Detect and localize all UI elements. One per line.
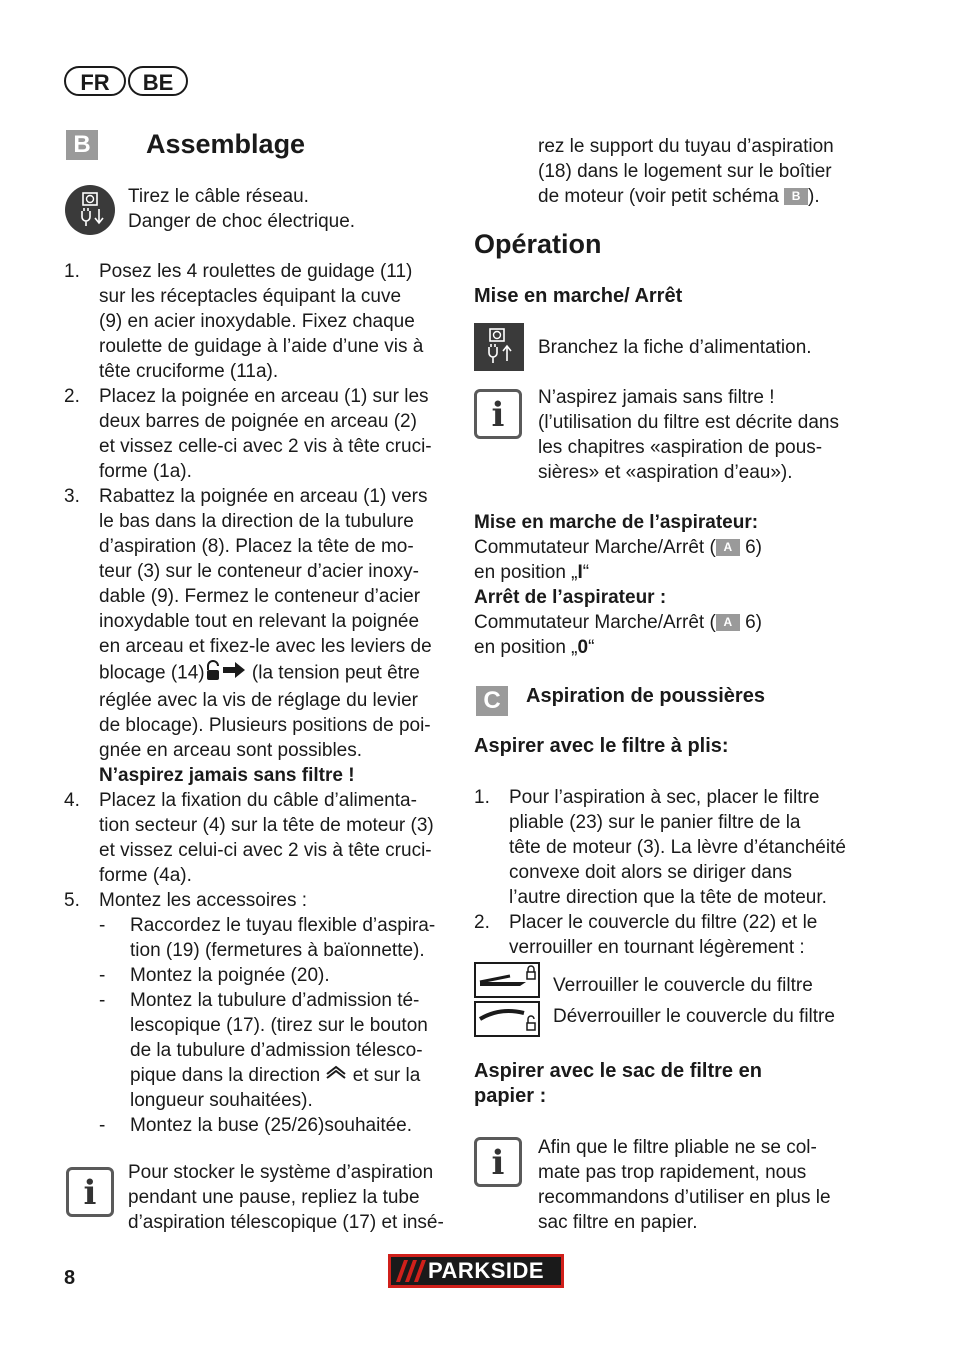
sub-list-item: - Montez la tubulure d’admission té- lescopique (17). (tirez sur le bouton de la tubulure d’admission télesco- pique dans la direction et sur la longueur souhaitées). [99, 990, 428, 1112]
figure-tag-a: A [716, 614, 740, 631]
assembly-steps [64, 259, 454, 1138]
unplug-warning-icon [64, 184, 116, 236]
subtitle-on-off: Mise en marche/ Arrêt [474, 285, 683, 307]
parkside-logo: PARKSIDE [388, 1254, 564, 1288]
lang-badge-fr: FR [64, 66, 126, 96]
list-item: 3. Rabattez la poignée en arceau (1) vers le bas dans la direction de la tubulure d’aspiration (8). Placez la tête de mo- teur (3) sur le conteneur d’acier inoxy- dable (9). Fermez le conteneur d’acier inoxydable tout en relevant la poignée en arceau et fixez-le avec les leviers de blocage (14) (la tension peut être réglée avec la vis de réglage du levier de blocage). Plusieurs positions de poi- gnée en arceau sont possibles. N’aspirez jamais sans filtre ! [64, 486, 432, 786]
plug-in-text: Branchez la fiche d’alimentation. [538, 337, 812, 358]
plug-in-icon [474, 323, 524, 371]
info-icon: i [474, 1137, 522, 1187]
subtitle-pleated-filter: Aspirer avec le filtre à plis: [474, 735, 729, 757]
page-number: 8 [64, 1267, 76, 1289]
lang-badge-be: BE [128, 66, 188, 96]
subtitle-paper-bag: Aspirer avec le sac de filtre en papier : [474, 1060, 762, 1107]
info-icon: i [66, 1167, 114, 1217]
unlock-cover-icon [474, 1001, 540, 1037]
chevron-up-double-icon [325, 1063, 347, 1088]
unlock-cover-text: Déverrouiller le couvercle du filtre [553, 1006, 835, 1027]
section-title-dust: Aspiration de poussières [526, 685, 765, 707]
filter-steps [474, 785, 864, 960]
sub-list-item: - Montez la poignée (20). [99, 965, 330, 986]
continued-text: rez le support du tuyau d’aspiration (18) dans le logement sur le boîtier de moteur (voir petit schéma B ). [538, 136, 834, 207]
section-title-assemblage: Assemblage [146, 129, 306, 159]
section-b-marker: B [66, 130, 98, 160]
sub-list-item: - Montez la buse (25/26)souhaitée. [99, 1115, 413, 1137]
switch-instructions: Mise en marche de l’aspirateur: Commutateur Marche/Arrêt ( A 6) en position „I“ Arrêt de l’aspirateur : Commutateur Marche/Arrêt ( A 6) en position „0“ [474, 512, 762, 658]
section-title-operation: Opération [474, 229, 602, 259]
figure-tag-a: A [716, 539, 740, 556]
list-item: 2. Placer le couvercle du filtre (22) et le verrouiller en tournant légèrement : [474, 912, 818, 958]
info-text-filter: N’aspirez jamais sans filtre ! (l’utilisation du filtre est décrite dans les chapitres «aspiration de pous- sières» et «aspiration d’eau»). [538, 387, 839, 483]
list-item: 1. Posez les 4 roulettes de guidage (11) sur les réceptacles équipant la cuve (9) en acier inoxydable. Fixez chaque roulette de guidage à l’aide d’une vis à tête cruciforme (11a). [64, 261, 424, 382]
figure-tag-b: B [784, 188, 808, 205]
info-icon: i [474, 389, 522, 439]
list-item: 5. Montez les accessoires : - Raccordez le tuyau flexible d’aspira- tion (19) (fermetures à baïonnette). - Montez la poignée (20). - Montez la tubulure d’admission té- lescopique (17). (tirez sur le bouton de la tubulure d’admission télesco- pique dans la direction et sur la longueur souhaitées). - Montez la buse (25/26)souhaitée. [64, 888, 454, 1138]
list-item: 4. Placez la fixation du câble d’alimenta- tion secteur (4) sur la tête de moteur (3) et vissez celui-ci avec 2 vis à tête cruci- forme (4a). [64, 790, 434, 886]
unplug-warning-text: Tirez le câble réseau. Danger de choc électrique. [128, 186, 356, 232]
lock-cover-text: Verrouiller le couvercle du filtre [553, 975, 813, 996]
info-text-paper-bag: Afin que le filtre pliable ne se col- mate pas trop rapidement, nous recommandons d’utiliser en plus le sac filtre en papier. [538, 1137, 831, 1233]
section-c-marker: C [476, 686, 508, 716]
lock-cover-icon [474, 962, 540, 998]
list-item: 1. Pour l’aspiration à sec, placer le filtre pliable (23) sur le panier filtre de la tête de moteur (3). La lèvre d’étanchéité convexe doit alors se diriger dans l’autre direction que la tête de moteur. [474, 787, 846, 908]
padlock-arrow-icon [205, 659, 247, 688]
list-item: 2. Placez la poignée en arceau (1) sur les deux barres de poignée en arceau (2) et vissez celle-ci avec 2 vis à tête cruci- forme (1a). [64, 386, 432, 482]
sub-list-item: - Raccordez le tuyau flexible d’aspira- tion (19) (fermetures à baïonnette). [99, 915, 436, 961]
info-text-storage: Pour stocker le système d’aspiration pendant une pause, repliez la tube d’aspiration télescopique (17) et insé- [128, 1162, 444, 1233]
